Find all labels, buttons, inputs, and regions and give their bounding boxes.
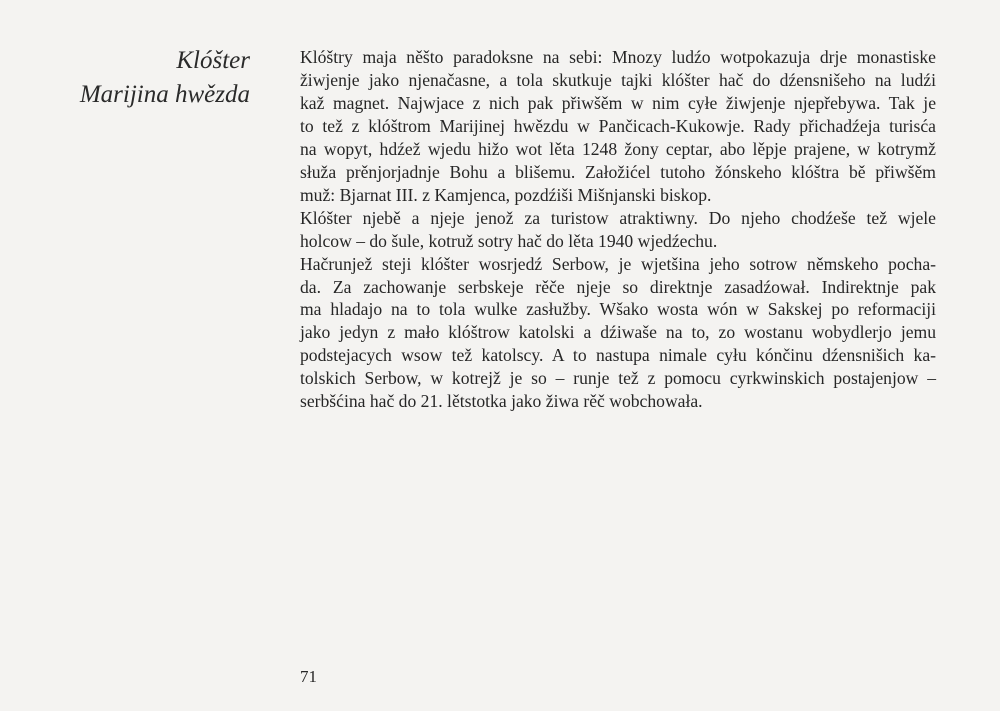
text-line: žiwjenje jako njenačasne, a tola skutkuje tajki klóšter hač do dźensnišeho na ludźi bbox=[300, 69, 936, 90]
heading-line-2: Marijina hwězda bbox=[79, 81, 250, 108]
body-text bbox=[300, 46, 936, 413]
text-line: podstejacych wsow tež katolscy. A to nastupa nimale cyłu kónčinu dźensnišich ka- bbox=[300, 345, 936, 366]
text-line: na wopyt, hdźež wjedu hižo wot lěta 1248 žony ceptar, abo lěpje prajene, w kotrymž bbox=[300, 138, 936, 159]
text-line: słuža prěnjorjadnje Bohu a blišemu. Załožićel tutoho žónskeho klóštra bě přiwšěm bbox=[300, 161, 936, 182]
text-line: da. Za zachowanje serbskeje rěče njeje so direktnje zasadźował. Indirektnje pak bbox=[300, 276, 936, 297]
text-line: to tež z klóštrom Marijinej hwězdu w Pančicach-Kukowje. Rady přichadźeja turisća bbox=[300, 115, 936, 136]
text-line: Hačrunjež steji klóšter wosrjedź Serbow, je wjetšina jeho sotrow němskeho pocha- bbox=[300, 253, 936, 274]
heading-line-1: Klóšter bbox=[176, 47, 250, 74]
text-line: Klóšter njebě a njeje jenož za turistow atraktiwny. Do njeho chodźeše tež wjele bbox=[300, 207, 936, 228]
section-heading bbox=[80, 44, 250, 112]
text-line: holcow – do šule, kotruž sotry hač do lěta 1940 wjedźechu. bbox=[300, 230, 718, 251]
text-line: jako jedyn z mało klóštrow katolski a dźiwaše na to, zo wostanu wobydlerjo jemu bbox=[300, 322, 936, 343]
text-line: tolskich Serbow, w kotrejž je so – runje tež z pomocu cyrkwinskich postajenjow – bbox=[300, 368, 936, 389]
text-line: Klóštry maja něšto paradoksne na sebi: Mnozy ludźo wotpokazuja drje monastiske bbox=[300, 47, 936, 67]
text-line: ma hladajo na to tola wulke zasłužby. Wšako wosta wón w Sakskej po reformaciji bbox=[300, 299, 936, 320]
text-line: serbšćina hač do 21. lětstotka jako žiwa rěč wobchowała. bbox=[300, 391, 703, 412]
text-line: muž: Bjarnat III. z Kamjenca, pozdźiši Mišnjanski biskop. bbox=[300, 184, 712, 205]
page-number: 71 bbox=[300, 667, 317, 686]
text-line: kaž magnet. Najwjace z nich pak přiwšěm w nim cyłe žiwjenje njepřebywa. Tak je bbox=[300, 92, 936, 113]
